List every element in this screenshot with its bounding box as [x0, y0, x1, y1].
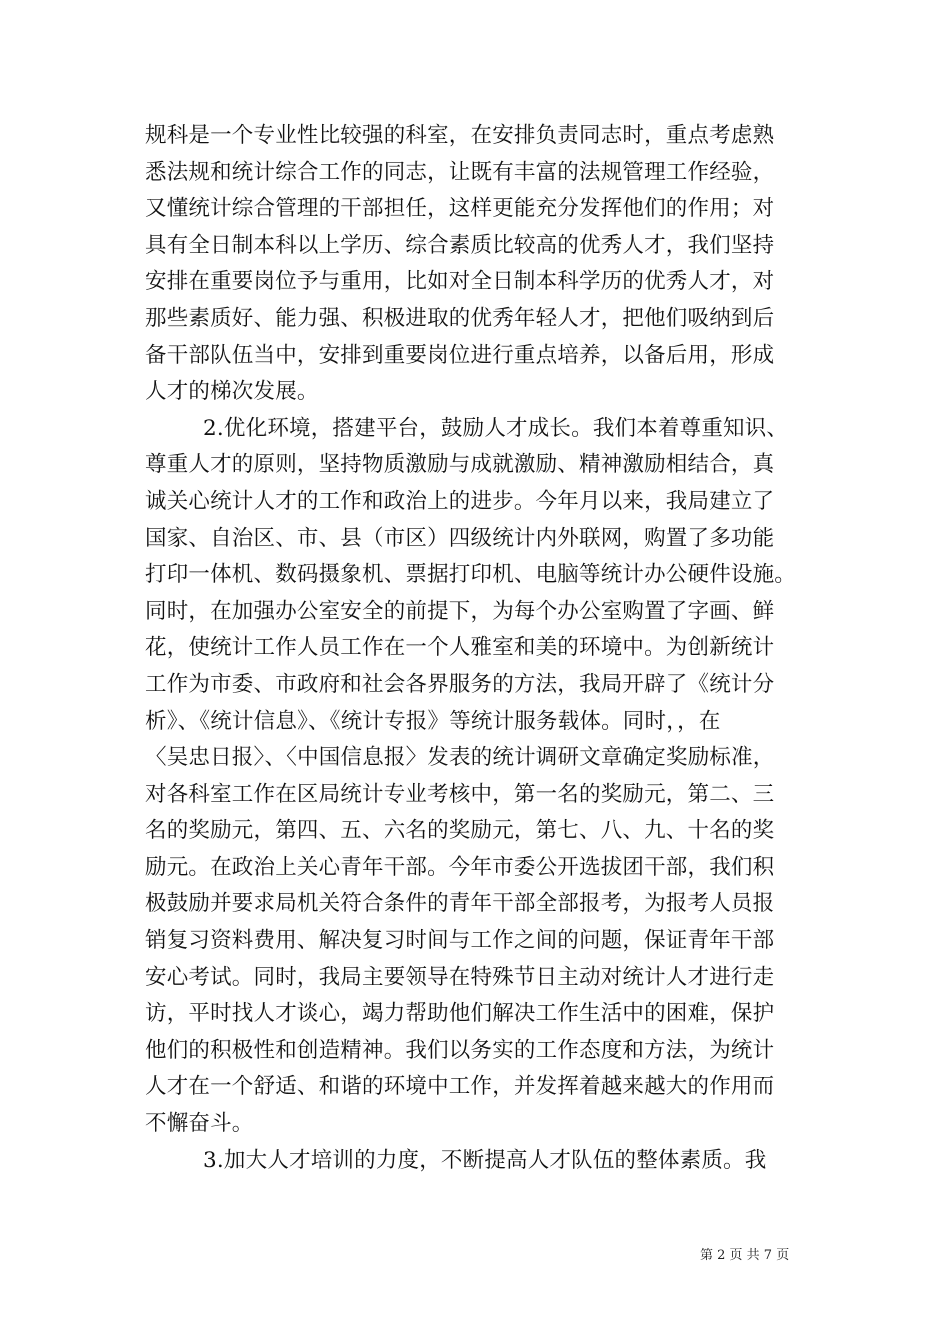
text-line: 人才的梯次发展。 [145, 379, 319, 405]
text-line: 诚关心统计人才的工作和政治上的进步。今年月以来，我局建立了 [145, 488, 775, 514]
text-line: 励元。在政治上关心青年干部。今年市委公开选拔团干部，我们积 [145, 854, 775, 880]
text-line: 析》、《统计信息》、《统计专报》等统计服务载体。同时，，在 [145, 708, 721, 734]
text-line: 打印一体机、数码摄象机、票据打印机、电脑等统计办公硬件设施。 [145, 562, 797, 588]
paragraph-2-start: 2.优化环境，搭建平台，鼓励人才成长。我们本着尊重知识、 [203, 415, 789, 441]
text-line: 国家、自治区、市、县（市区）四级统计内外联网，购置了多功能 [145, 525, 775, 551]
text-line: 规科是一个专业性比较强的科室，在安排负责同志时，重点考虑熟 [145, 123, 775, 148]
text-line: 〈吴忠日报〉、〈中国信息报〉发表的统计调研文章确定奖励标准， [145, 745, 775, 771]
text-line: 工作为市委、市政府和社会各界服务的方法，我局开辟了《统计分 [145, 671, 775, 697]
paragraph-3-start: 3.加大人才培训的力度，不断提高人才队伍的整体素质。我 [203, 1147, 767, 1173]
text-line: 极鼓励并要求局机关符合条件的青年干部全部报考，为报考人员报 [145, 891, 775, 917]
text-line: 尊重人才的原则，坚持物质激励与成就激励、精神激励相结合，真 [145, 452, 775, 478]
text-line: 备干部队伍当中，安排到重要岗位进行重点培养，以备后用，形成 [145, 342, 775, 368]
text-line: 访，平时找人才谈心，竭力帮助他们解决工作生活中的困难，保护 [145, 1001, 775, 1027]
text-line: 不懈奋斗。 [145, 1111, 254, 1137]
text-line: 人才在一个舒适、和谐的环境中工作，并发挥着越来越大的作用而 [145, 1074, 775, 1100]
text-line: 对各科室工作在区局统计专业考核中，第一名的奖励元，第二、三 [145, 781, 775, 807]
body-text [145, 118, 810, 1179]
text-line: 具有全日制本科以上学历、综合素质比较高的优秀人才，我们坚持 [145, 232, 775, 258]
text-line: 又懂统计综合管理的干部担任，这样更能充分发挥他们的作用；对 [145, 196, 775, 222]
text-line: 名的奖励元，第四、五、六名的奖励元，第七、八、九、十名的奖 [145, 818, 775, 844]
text-line: 安排在重要岗位予与重用，比如对全日制本科学历的优秀人才，对 [145, 269, 775, 295]
text-line: 悉法规和统计综合工作的同志，让既有丰富的法规管理工作经验， [145, 159, 775, 185]
page-number-footer: 第 2 页 共 7 页 [700, 1248, 790, 1263]
text-line: 花，使统计工作人员工作在一个人雅室和美的环境中。为创新统计 [145, 635, 775, 661]
text-line: 销复习资料费用、解决复习时间与工作之间的问题，保证青年干部 [145, 928, 775, 954]
text-line: 他们的积极性和创造精神。我们以务实的工作态度和方法，为统计 [145, 1037, 775, 1063]
text-line: 那些素质好、能力强、积极进取的优秀年轻人才，把他们吸纳到后 [145, 305, 775, 331]
text-line: 同时，在加强办公室安全的前提下，为每个办公室购置了字画、鲜 [145, 598, 775, 624]
text-line: 安心考试。同时，我局主要领导在特殊节日主动对统计人才进行走 [145, 964, 775, 990]
